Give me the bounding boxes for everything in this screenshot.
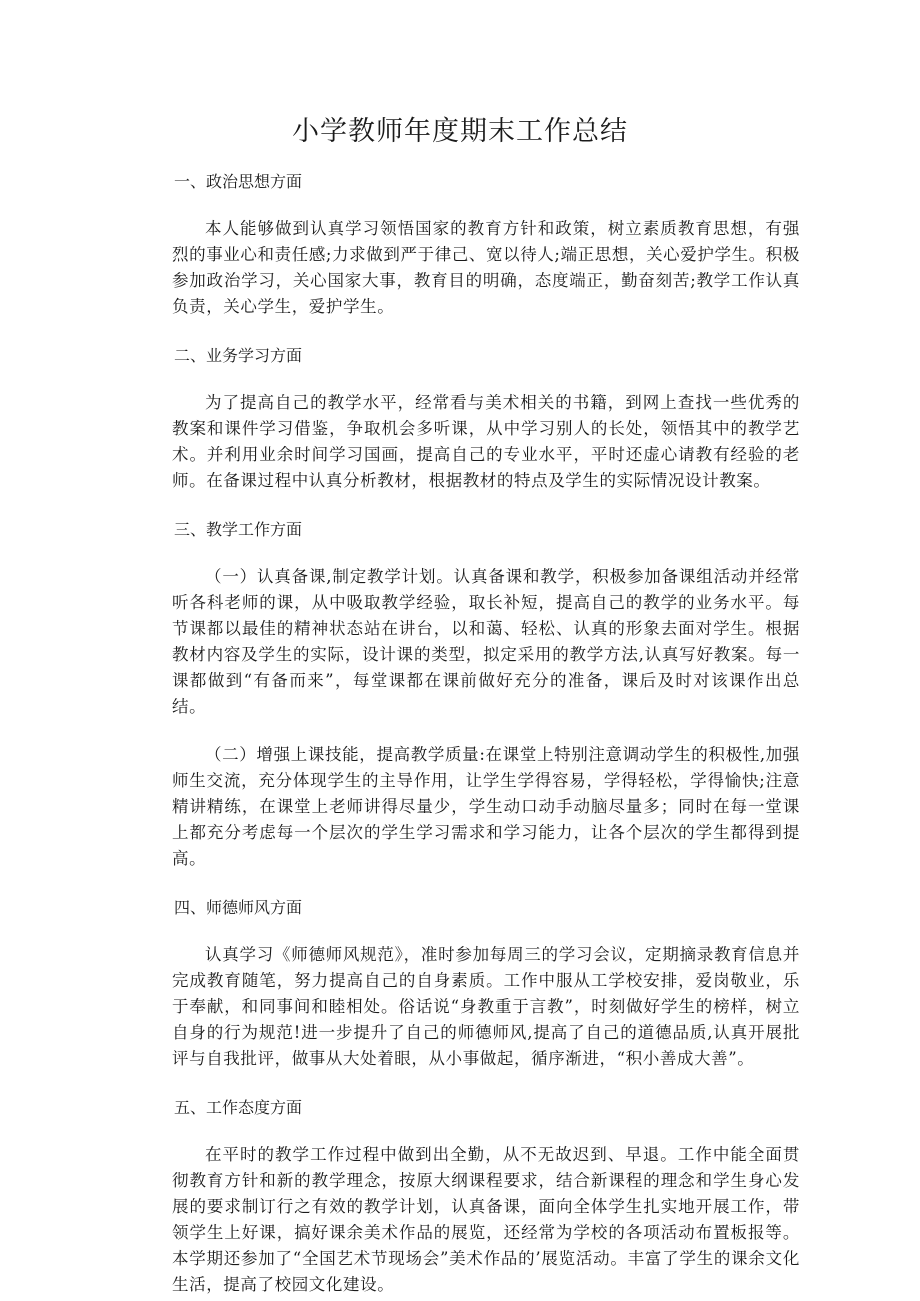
section-paragraph: 为了提高自己的教学水平，经常看与美术相关的书籍，到网上查找一些优秀的教案和课件学习借鉴，争取机会多听课，从中学习别人的长处，领悟其中的教学艺术。并利用业余时间学习国画，提高自己的专业水平，平时还虚心请教有经验的老师。在备课过程中认真分析教材，根据教材的特点及学生的实际情况设计教案。: [172, 393, 800, 490]
section-heading-ethics: 四、师德师风方面: [174, 898, 303, 917]
section-heading-politics: 一、政治思想方面: [174, 172, 303, 191]
section-heading-attitude: 五、工作态度方面: [174, 1098, 303, 1117]
page-title: 小学教师年度期末工作总结: [292, 116, 628, 147]
section-paragraph: 认真学习《师德师风规范》，准时参加每周三的学习会议，定期摘录教育信息并完成教育随笔，努力提高自己的自身素质。工作中服从工学校安排，爱岗敬业，乐于奉献，和同事间和睦相处。俗话说“身教重于言教”，时刻做好学生的榜样，树立自身的行为规范!进一步提升了自己的师德师风,提高了自己的道德品质,认真开展批评与自我批评，做事从大处着眼，从小事做起，循序渐进，“积小善成大善”。: [172, 945, 800, 1068]
document-body: [172, 168, 800, 1298]
section-paragraph: 本人能够做到认真学习领悟国家的教育方针和政策，树立素质教育思想，有强烈的事业心和责任感;力求做到严于律己、宽以待人;端正思想，关心爱护学生。积极参加政治学习，关心国家大事，教育目的明确，态度端正，勤奋刻苦;教学工作认真负责，关心学生，爱护学生。: [172, 219, 800, 316]
section-heading-study: 二、业务学习方面: [174, 346, 303, 365]
section-paragraph: 在平时的教学工作过程中做到出全勤，从不无故迟到、早退。工作中能全面贯彻教育方针和新的教学理念，按原大纲课程要求，结合新课程的理念和学生身心发展的要求制订行之有效的教学计划，认真备课，面向全体学生扎实地开展工作，带领学生上好课，搞好课余美术作品的展览，还经常为学校的各项活动布置板报等。本学期还参加了“全国艺术节现场会”美术作品的’展览活动。丰富了学生的课余文化生活，提高了校园文化建设。: [172, 1145, 800, 1294]
section-paragraph: （一）认真备课,制定教学计划。认真备课和教学，积极参加备课组活动并经常听各科老师的课，从中吸取教学经验，取长补短，提高自己的教学的业务水平。每节课都以最佳的精神状态站在讲台，以和蔼、轻松、认真的形象去面对学生。根据教材内容及学生的实际，设计课的类型，拟定采用的教学方法,认真写好教案。每一课都做到“有备而来”，每堂课都在课前做好充分的准备，课后及时对该课作出总结。: [172, 567, 800, 716]
section-heading-teaching: 三、教学工作方面: [174, 520, 303, 539]
section-paragraph: （二）增强上课技能，提高教学质量:在课堂上特别注意调动学生的积极性,加强师生交流，充分体现学生的主导作用，让学生学得容易，学得轻松，学得愉快;注意精讲精练，在课堂上老师讲得尽量少，学生动口动手动脑尽量多；同时在每一堂课上都充分考虑每一个层次的学生学习需求和学习能力，让各个层次的学生都得到提高。: [172, 745, 800, 868]
